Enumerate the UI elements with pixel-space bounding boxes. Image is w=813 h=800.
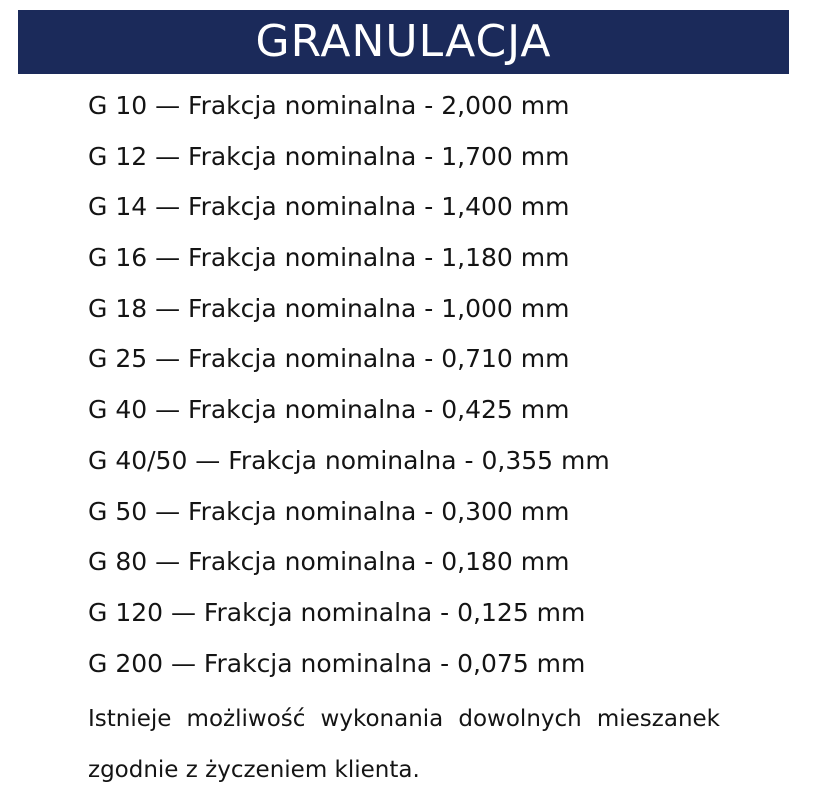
- granulation-item-g14: G 14 — Frakcja nominalna - 1,400 mm: [88, 192, 570, 222]
- granulation-item-g12: G 12 — Frakcja nominalna - 1,700 mm: [88, 141, 570, 171]
- granulation-item-g120: G 120 — Frakcja nominalna - 0,125 mm: [88, 597, 586, 627]
- granulation-list: [88, 81, 610, 689]
- granulation-item-g40: G 40 — Frakcja nominalna - 0,425 mm: [88, 395, 570, 425]
- granulation-item-g25: G 25 — Frakcja nominalna - 0,710 mm: [88, 344, 570, 374]
- granulation-item-g40-50: G 40/50 — Frakcja nominalna - 0,355 mm: [88, 445, 610, 475]
- granulation-item-g80: G 80 — Frakcja nominalna - 0,180 mm: [88, 547, 570, 577]
- title-banner: [18, 10, 789, 74]
- page-title: GRANULACJA: [255, 16, 552, 67]
- granulation-item-g16: G 16 — Frakcja nominalna - 1,180 mm: [88, 243, 570, 273]
- granulation-item-g10: G 10 — Frakcja nominalna - 2,000 mm: [88, 91, 570, 120]
- granulation-item-g18: G 18 — Frakcja nominalna - 1,000 mm: [88, 293, 570, 323]
- granulation-item-g50: G 50 — Frakcja nominalna - 0,300 mm: [88, 496, 570, 526]
- custom-mix-note: Istnieje możliwość wykonania dowolnych mieszanek zgodnie z życzeniem klienta.: [88, 706, 720, 783]
- granulation-item-g200: G 200 — Frakcja nominalna - 0,075 mm: [88, 648, 586, 678]
